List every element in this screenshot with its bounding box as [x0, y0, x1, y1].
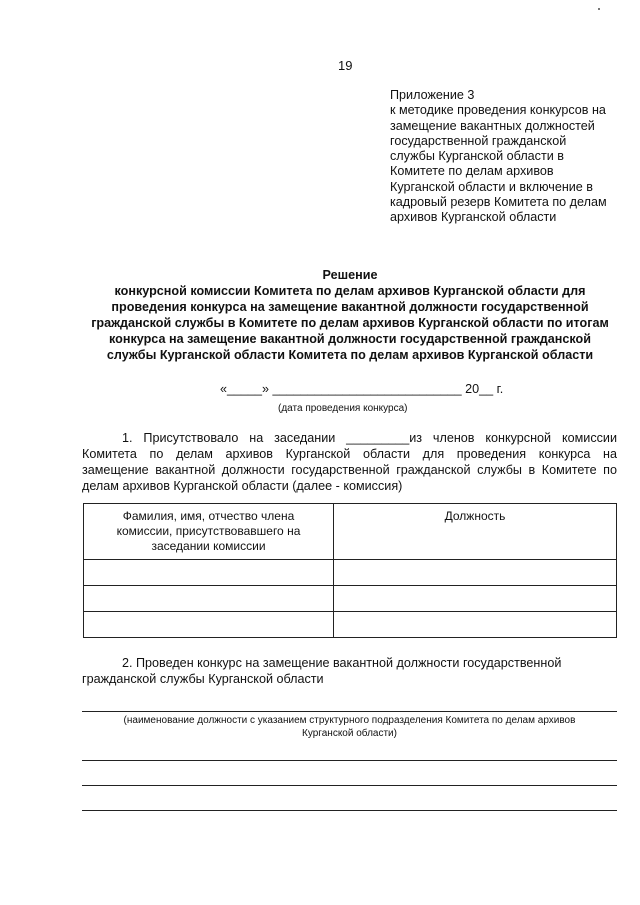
- appendix-line: государственной гражданской: [390, 133, 567, 148]
- table-cell[interactable]: [334, 560, 617, 586]
- decision-title: [70, 267, 630, 363]
- appendix-line: кадровый резерв Комитета по делам: [390, 195, 607, 210]
- fill-line[interactable]: [82, 810, 617, 811]
- paragraph-line: гражданской службы Курганской области: [82, 672, 324, 686]
- position-caption: [82, 714, 617, 740]
- appendix-line: службы Курганской области в: [390, 149, 564, 164]
- table-row: [84, 560, 617, 586]
- table-row: [84, 586, 617, 612]
- table-cell[interactable]: [84, 586, 334, 612]
- caption-line: Курганской области): [302, 728, 397, 739]
- paragraph-competition: [82, 655, 617, 687]
- page-number: 19: [338, 58, 353, 73]
- decision-title-line: проведения конкурса на замещение вакантной должности государственной: [111, 300, 589, 314]
- decision-heading: Решение: [322, 268, 378, 282]
- header-position: Должность: [334, 504, 617, 560]
- decision-title-line: конкурсной комиссии Комитета по делам архивов Курганской области для: [114, 284, 586, 298]
- paragraph-line: замещение вакантной должности государственной гражданской службы в Комитете по: [82, 463, 617, 477]
- decision-title-line: службы Курганской области Комитета по делам архивов Курганской области: [106, 348, 594, 362]
- appendix-line: к методике проведения конкурсов на: [390, 103, 606, 118]
- header-full-name: [84, 504, 334, 560]
- decision-title-line: конкурса на замещение вакантной должности государственной гражданской: [109, 332, 591, 346]
- fill-line[interactable]: [82, 760, 617, 761]
- paragraph-line: 1. Присутствовало на заседании _________из членов конкурсной комиссии: [122, 431, 617, 445]
- position-name-line[interactable]: [82, 711, 617, 712]
- decision-title-line: гражданской службы в Комитете по делам архивов Курганской области по итогам: [91, 316, 609, 330]
- members-table: [83, 503, 617, 638]
- header-line: заседании комиссии: [151, 539, 266, 553]
- date-field: «_____» ___________________________ 20__ г.: [220, 382, 504, 396]
- table-row: [84, 612, 617, 638]
- fill-line[interactable]: [82, 785, 617, 786]
- paragraph-attendance: [82, 430, 617, 494]
- table-cell[interactable]: [334, 586, 617, 612]
- corner-mark: [598, 8, 600, 10]
- caption-line: (наименование должности с указанием структурного подразделения Комитета по делам архивов: [123, 715, 576, 726]
- paragraph-line: 2. Проведен конкурс на замещение вакантной должности государственной: [122, 656, 562, 670]
- table-cell[interactable]: [334, 612, 617, 638]
- table-cell[interactable]: [84, 560, 334, 586]
- appendix-line: Курганской области и включение в: [390, 179, 593, 194]
- date-caption: (дата проведения конкурса): [278, 403, 408, 414]
- table-header-row: [84, 504, 617, 560]
- appendix-line: замещение вакантных должностей: [390, 118, 595, 133]
- appendix-note: [390, 88, 622, 226]
- appendix-line: Приложение 3: [390, 88, 475, 102]
- header-line: Фамилия, имя, отчество члена: [122, 509, 295, 523]
- appendix-line: Комитете по делам архивов: [390, 164, 554, 179]
- paragraph-line: делам архивов Курганской области (далее - комиссия): [82, 479, 403, 493]
- appendix-line: архивов Курганской области: [390, 210, 557, 225]
- paragraph-line: Комитета по делам архивов Курганской области для проведения конкурса на: [82, 447, 617, 461]
- header-line: комиссии, присутствовавшего на: [116, 524, 301, 538]
- table-cell[interactable]: [84, 612, 334, 638]
